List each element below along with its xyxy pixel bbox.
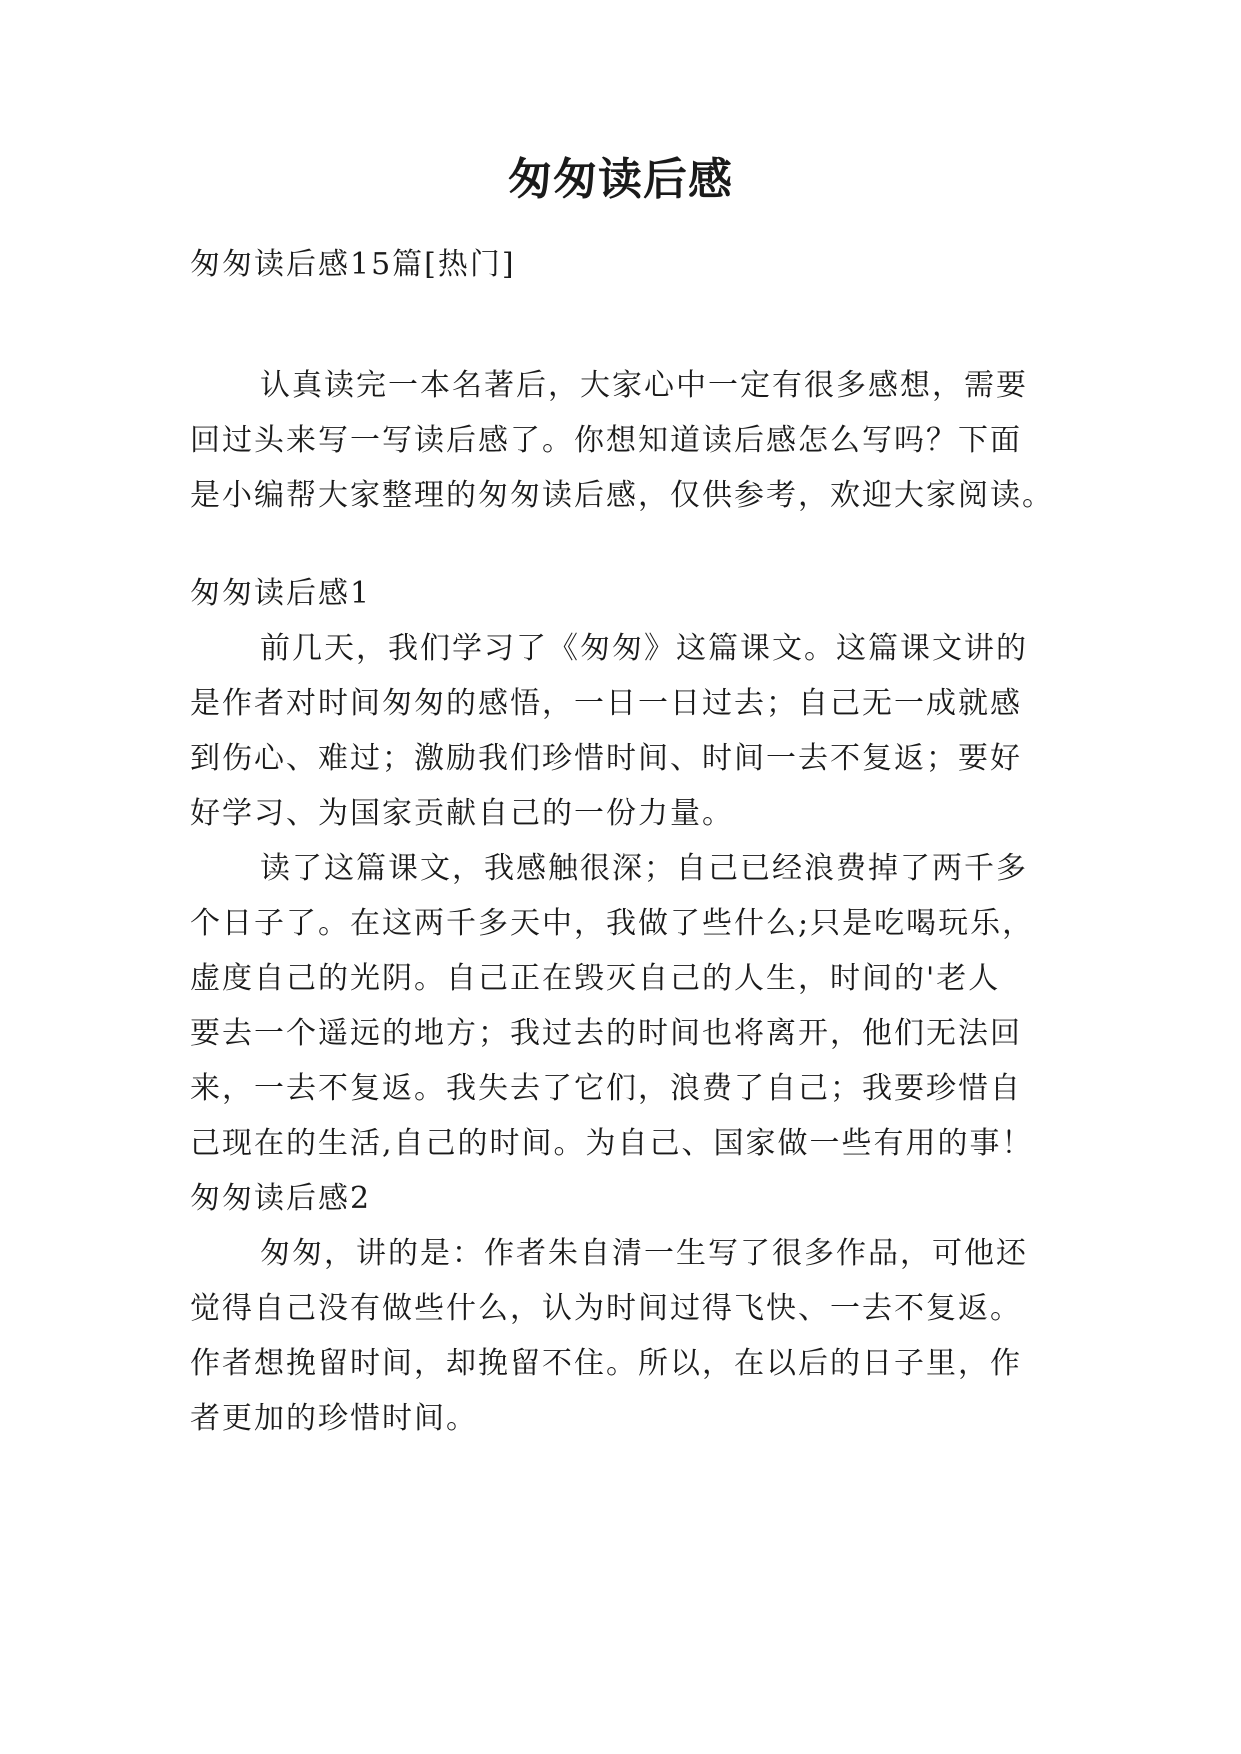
document-subtitle: 匆匆读后感15篇[热门] (190, 247, 516, 282)
intro-line: 认真读完一本名著后，大家心中一定有很多感想，需要 (260, 368, 1028, 403)
paragraph-line: 是作者对时间匆匆的感悟，一日一日过去；自己无一成就感 (190, 686, 1022, 721)
section-heading: 匆匆读后感1 (190, 576, 372, 611)
paragraph-line: 己现在的生活,自己的时间。为自己、国家做一些有用的事！ (190, 1126, 1034, 1161)
paragraph-line: 个日子了。在这两千多天中，我做了些什么;只是吃喝玩乐， (190, 906, 1035, 941)
paragraph-line: 要去一个遥远的地方；我过去的时间也将离开，他们无法回 (190, 1016, 1022, 1051)
intro-line: 回过头来写一写读后感了。你想知道读后感怎么写吗？下面 (190, 423, 1022, 458)
paragraph-line: 虚度自己的光阴。自己正在毁灭自己的人生，时间的'老人 (190, 961, 1001, 996)
section-heading: 匆匆读后感2 (190, 1181, 372, 1216)
paragraph-line: 前几天，我们学习了《匆匆》这篇课文。这篇课文讲的 (260, 631, 1028, 666)
paragraph-line: 者更加的珍惜时间。 (190, 1401, 478, 1436)
paragraph-line: 来，一去不复返。我失去了它们，浪费了自己；我要珍惜自 (190, 1071, 1022, 1106)
paragraph-line: 好学习、为国家贡献自己的一份力量。 (190, 796, 734, 831)
paragraph-line: 匆匆，讲的是：作者朱自清一生写了很多作品，可他还 (260, 1236, 1028, 1271)
paragraph-line: 到伤心、难过；激励我们珍惜时间、时间一去不复返；要好 (190, 741, 1022, 776)
document-title: 匆匆读后感 (508, 154, 733, 205)
intro-line: 是小编帮大家整理的匆匆读后感，仅供参考，欢迎大家阅读。 (190, 478, 1054, 513)
paragraph-line: 觉得自己没有做些什么，认为时间过得飞快、一去不复返。 (190, 1291, 1022, 1326)
paragraph-line: 读了这篇课文，我感触很深；自己已经浪费掉了两千多 (260, 851, 1028, 886)
paragraph-line: 作者想挽留时间，却挽留不住。所以，在以后的日子里，作 (190, 1346, 1022, 1381)
